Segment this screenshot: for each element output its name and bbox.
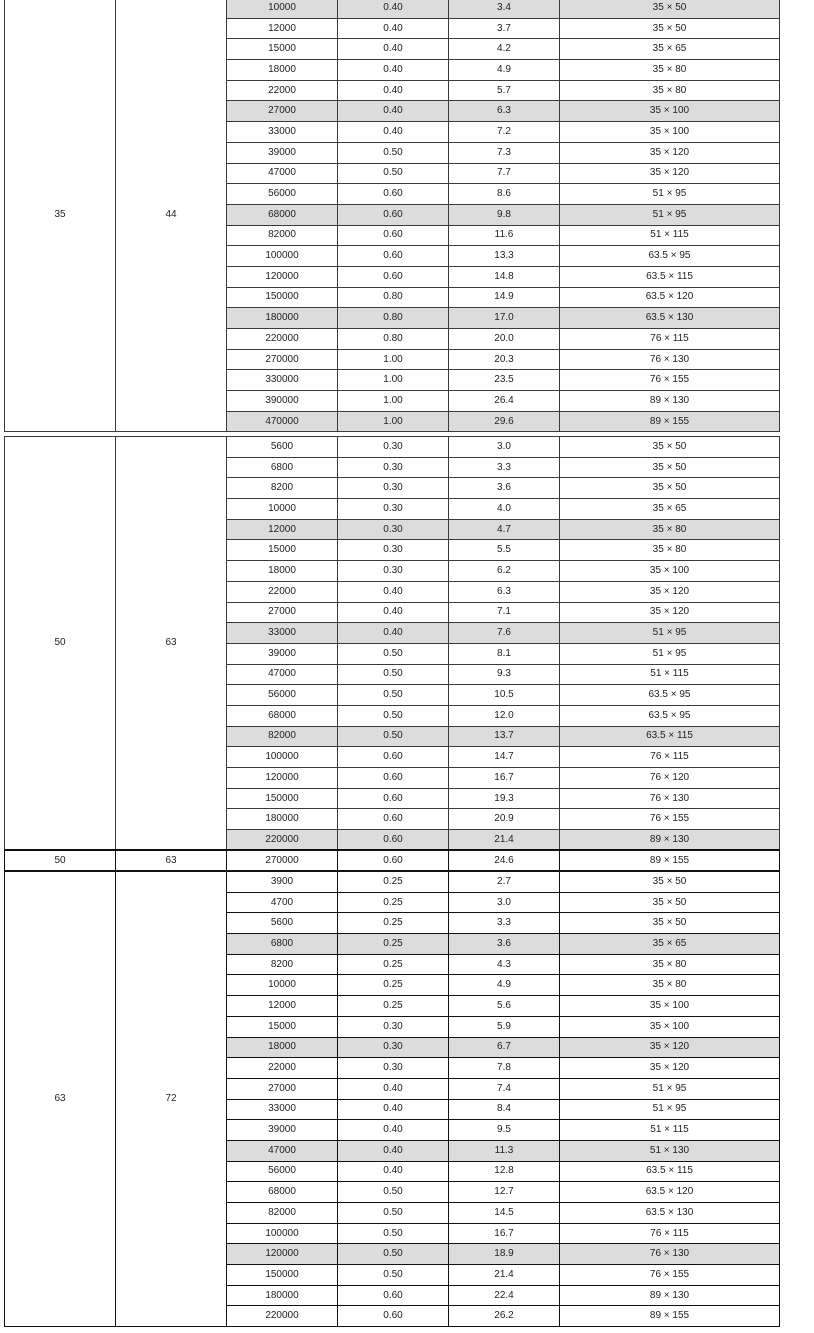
case-size-cell: 76 × 155 (560, 370, 780, 391)
ripple-current-cell: 4.0 (449, 499, 560, 520)
esr-cell: 0.50 (338, 163, 449, 184)
esr-cell: 0.40 (338, 122, 449, 143)
case-size-cell: 76 × 155 (560, 809, 780, 830)
esr-cell: 0.40 (338, 1099, 449, 1120)
case-size-cell: 63.5 × 115 (560, 266, 780, 287)
capacitance-cell: 390000 (227, 391, 338, 412)
surge-voltage-cell: 44 (116, 0, 227, 432)
ripple-current-cell: 8.4 (449, 1099, 560, 1120)
case-size-cell: 35 × 80 (560, 975, 780, 996)
esr-cell: 0.30 (338, 1016, 449, 1037)
capacitance-cell: 33000 (227, 1099, 338, 1120)
capacitance-cell: 82000 (227, 726, 338, 747)
case-size-cell: 35 × 120 (560, 163, 780, 184)
ripple-current-cell: 5.6 (449, 996, 560, 1017)
ripple-current-cell: 26.4 (449, 391, 560, 412)
spec-table-section-50v (4, 436, 780, 851)
capacitance-cell: 120000 (227, 1244, 338, 1265)
case-size-cell: 35 × 120 (560, 1058, 780, 1079)
capacitance-cell: 220000 (227, 830, 338, 851)
esr-cell: 1.00 (338, 411, 449, 432)
esr-cell: 0.40 (338, 18, 449, 39)
case-size-cell: 35 × 80 (560, 954, 780, 975)
esr-cell: 0.50 (338, 1265, 449, 1286)
case-size-cell: 35 × 50 (560, 892, 780, 913)
capacitance-cell: 68000 (227, 204, 338, 225)
case-size-cell: 35 × 50 (560, 0, 780, 18)
esr-cell: 0.40 (338, 39, 449, 60)
capacitance-cell: 470000 (227, 411, 338, 432)
ripple-current-cell: 5.7 (449, 80, 560, 101)
ripple-current-cell: 19.3 (449, 788, 560, 809)
ripple-current-cell: 14.7 (449, 747, 560, 768)
ripple-current-cell: 5.5 (449, 540, 560, 561)
esr-cell: 0.40 (338, 602, 449, 623)
case-size-cell: 63.5 × 115 (560, 726, 780, 747)
capacitance-cell: 18000 (227, 561, 338, 582)
esr-cell: 0.60 (338, 204, 449, 225)
case-size-cell: 63.5 × 95 (560, 705, 780, 726)
case-size-cell: 35 × 100 (560, 561, 780, 582)
case-size-cell: 63.5 × 95 (560, 685, 780, 706)
capacitance-cell: 10000 (227, 499, 338, 520)
case-size-cell: 35 × 120 (560, 1037, 780, 1058)
ripple-current-cell: 7.1 (449, 602, 560, 623)
case-size-cell: 63.5 × 120 (560, 1182, 780, 1203)
ripple-current-cell: 26.2 (449, 1306, 560, 1327)
case-size-cell: 35 × 80 (560, 60, 780, 81)
table-row (5, 872, 780, 893)
case-size-cell: 51 × 115 (560, 225, 780, 246)
ripple-current-cell: 16.7 (449, 1223, 560, 1244)
ripple-current-cell: 7.7 (449, 163, 560, 184)
case-size-cell: 89 × 155 (560, 850, 780, 871)
capacitance-cell: 8200 (227, 478, 338, 499)
case-size-cell: 35 × 100 (560, 122, 780, 143)
capacitance-cell: 22000 (227, 581, 338, 602)
capacitance-cell: 68000 (227, 705, 338, 726)
ripple-current-cell: 7.8 (449, 1058, 560, 1079)
ripple-current-cell: 4.7 (449, 519, 560, 540)
capacitance-cell: 33000 (227, 623, 338, 644)
esr-cell: 0.40 (338, 1161, 449, 1182)
ripple-current-cell: 12.8 (449, 1161, 560, 1182)
capacitance-cell: 27000 (227, 101, 338, 122)
capacitance-cell: 27000 (227, 602, 338, 623)
rated-voltage-cell: 50 (5, 437, 116, 851)
capacitance-cell: 220000 (227, 329, 338, 350)
ripple-current-cell: 16.7 (449, 768, 560, 789)
capacitance-cell: 5600 (227, 913, 338, 934)
ripple-current-cell: 4.3 (449, 954, 560, 975)
esr-cell: 0.60 (338, 225, 449, 246)
esr-cell: 0.80 (338, 287, 449, 308)
esr-cell: 0.60 (338, 1306, 449, 1327)
case-size-cell: 35 × 80 (560, 80, 780, 101)
capacitance-cell: 12000 (227, 996, 338, 1017)
esr-cell: 0.25 (338, 934, 449, 955)
capacitance-cell: 56000 (227, 184, 338, 205)
ripple-current-cell: 3.4 (449, 0, 560, 18)
capacitance-cell: 120000 (227, 768, 338, 789)
ripple-current-cell: 9.3 (449, 664, 560, 685)
case-size-cell: 35 × 50 (560, 913, 780, 934)
case-size-cell: 89 × 155 (560, 411, 780, 432)
ripple-current-cell: 7.2 (449, 122, 560, 143)
esr-cell: 0.60 (338, 246, 449, 267)
ripple-current-cell: 21.4 (449, 830, 560, 851)
surge-voltage-cell: 63 (116, 850, 227, 871)
ripple-current-cell: 6.3 (449, 101, 560, 122)
table-row (5, 850, 780, 871)
esr-cell: 1.00 (338, 349, 449, 370)
capacitance-cell: 10000 (227, 975, 338, 996)
ripple-current-cell: 12.7 (449, 1182, 560, 1203)
case-size-cell: 35 × 120 (560, 581, 780, 602)
esr-cell: 0.30 (338, 478, 449, 499)
case-size-cell: 89 × 130 (560, 1285, 780, 1306)
capacitance-cell: 100000 (227, 1223, 338, 1244)
case-size-cell: 35 × 80 (560, 540, 780, 561)
esr-cell: 0.30 (338, 1037, 449, 1058)
esr-cell: 0.40 (338, 623, 449, 644)
esr-cell: 0.50 (338, 726, 449, 747)
esr-cell: 0.30 (338, 457, 449, 478)
capacitance-cell: 3900 (227, 872, 338, 893)
ripple-current-cell: 8.6 (449, 184, 560, 205)
ripple-current-cell: 5.9 (449, 1016, 560, 1037)
ripple-current-cell: 2.7 (449, 872, 560, 893)
capacitance-cell: 270000 (227, 850, 338, 871)
capacitance-cell: 4700 (227, 892, 338, 913)
ripple-current-cell: 4.9 (449, 60, 560, 81)
case-size-cell: 51 × 95 (560, 1099, 780, 1120)
ripple-current-cell: 3.7 (449, 18, 560, 39)
case-size-cell: 51 × 95 (560, 1078, 780, 1099)
rated-voltage-cell: 35 (5, 0, 116, 432)
surge-voltage-cell: 72 (116, 872, 227, 1327)
capacitance-cell: 6800 (227, 457, 338, 478)
capacitance-cell: 15000 (227, 39, 338, 60)
ripple-current-cell: 3.6 (449, 934, 560, 955)
capacitance-cell: 56000 (227, 685, 338, 706)
esr-cell: 0.30 (338, 437, 449, 458)
case-size-cell: 35 × 120 (560, 142, 780, 163)
ripple-current-cell: 7.3 (449, 142, 560, 163)
rated-voltage-cell: 50 (5, 850, 116, 871)
capacitance-cell: 330000 (227, 370, 338, 391)
capacitance-cell: 47000 (227, 163, 338, 184)
capacitance-cell: 56000 (227, 1161, 338, 1182)
esr-cell: 0.50 (338, 685, 449, 706)
case-size-cell: 35 × 100 (560, 996, 780, 1017)
capacitance-cell: 12000 (227, 18, 338, 39)
ripple-current-cell: 6.3 (449, 581, 560, 602)
capacitance-cell: 100000 (227, 747, 338, 768)
esr-cell: 0.60 (338, 809, 449, 830)
capacitance-cell: 12000 (227, 519, 338, 540)
esr-cell: 0.60 (338, 788, 449, 809)
capacitance-cell: 5600 (227, 437, 338, 458)
case-size-cell: 51 × 95 (560, 184, 780, 205)
table-row (5, 437, 780, 458)
esr-cell: 0.80 (338, 329, 449, 350)
case-size-cell: 76 × 115 (560, 329, 780, 350)
esr-cell: 0.40 (338, 101, 449, 122)
case-size-cell: 35 × 50 (560, 872, 780, 893)
ripple-current-cell: 4.2 (449, 39, 560, 60)
esr-cell: 0.40 (338, 0, 449, 18)
esr-cell: 0.40 (338, 1140, 449, 1161)
case-size-cell: 35 × 65 (560, 934, 780, 955)
case-size-cell: 35 × 50 (560, 478, 780, 499)
capacitance-cell: 6800 (227, 934, 338, 955)
case-size-cell: 51 × 130 (560, 1140, 780, 1161)
ripple-current-cell: 7.4 (449, 1078, 560, 1099)
capacitance-cell: 150000 (227, 788, 338, 809)
ripple-current-cell: 14.9 (449, 287, 560, 308)
esr-cell: 0.40 (338, 581, 449, 602)
esr-cell: 0.50 (338, 1223, 449, 1244)
case-size-cell: 89 × 155 (560, 1306, 780, 1327)
esr-cell: 0.40 (338, 80, 449, 101)
capacitance-cell: 47000 (227, 664, 338, 685)
ripple-current-cell: 6.2 (449, 561, 560, 582)
esr-cell: 0.60 (338, 768, 449, 789)
ripple-current-cell: 3.6 (449, 478, 560, 499)
case-size-cell: 35 × 65 (560, 39, 780, 60)
esr-cell: 0.30 (338, 540, 449, 561)
ripple-current-cell: 18.9 (449, 1244, 560, 1265)
case-size-cell: 76 × 130 (560, 349, 780, 370)
esr-cell: 0.25 (338, 872, 449, 893)
case-size-cell: 63.5 × 115 (560, 1161, 780, 1182)
table-row (5, 0, 780, 18)
capacitance-cell: 18000 (227, 60, 338, 81)
case-size-cell: 35 × 65 (560, 499, 780, 520)
case-size-cell: 35 × 50 (560, 18, 780, 39)
case-size-cell: 35 × 80 (560, 519, 780, 540)
surge-voltage-cell: 63 (116, 437, 227, 851)
esr-cell: 0.60 (338, 830, 449, 851)
case-size-cell: 89 × 130 (560, 830, 780, 851)
capacitance-cell: 180000 (227, 1285, 338, 1306)
esr-cell: 0.40 (338, 1120, 449, 1141)
esr-cell: 0.30 (338, 499, 449, 520)
ripple-current-cell: 13.7 (449, 726, 560, 747)
case-size-cell: 51 × 95 (560, 204, 780, 225)
ripple-current-cell: 6.7 (449, 1037, 560, 1058)
esr-cell: 0.60 (338, 850, 449, 871)
case-size-cell: 35 × 50 (560, 437, 780, 458)
esr-cell: 0.25 (338, 892, 449, 913)
case-size-cell: 35 × 120 (560, 602, 780, 623)
capacitance-cell: 47000 (227, 1140, 338, 1161)
esr-cell: 0.50 (338, 643, 449, 664)
esr-cell: 0.50 (338, 142, 449, 163)
ripple-current-cell: 20.3 (449, 349, 560, 370)
ripple-current-cell: 11.3 (449, 1140, 560, 1161)
case-size-cell: 63.5 × 130 (560, 1203, 780, 1224)
case-size-cell: 35 × 100 (560, 1016, 780, 1037)
case-size-cell: 51 × 115 (560, 664, 780, 685)
ripple-current-cell: 14.5 (449, 1203, 560, 1224)
capacitance-cell: 82000 (227, 1203, 338, 1224)
capacitance-cell: 180000 (227, 308, 338, 329)
esr-cell: 0.30 (338, 519, 449, 540)
capacitance-cell: 8200 (227, 954, 338, 975)
capacitance-cell: 270000 (227, 349, 338, 370)
capacitance-cell: 15000 (227, 540, 338, 561)
esr-cell: 0.50 (338, 1244, 449, 1265)
capacitance-cell: 39000 (227, 1120, 338, 1141)
capacitance-cell: 150000 (227, 1265, 338, 1286)
capacitance-cell: 39000 (227, 142, 338, 163)
ripple-current-cell: 11.6 (449, 225, 560, 246)
capacitance-cell: 22000 (227, 1058, 338, 1079)
esr-cell: 0.50 (338, 664, 449, 685)
esr-cell: 0.25 (338, 975, 449, 996)
esr-cell: 0.25 (338, 996, 449, 1017)
spec-table-section-50v-continued (4, 849, 780, 871)
case-size-cell: 51 × 115 (560, 1120, 780, 1141)
case-size-cell: 51 × 95 (560, 623, 780, 644)
ripple-current-cell: 23.5 (449, 370, 560, 391)
esr-cell: 0.60 (338, 266, 449, 287)
ripple-current-cell: 3.0 (449, 892, 560, 913)
ripple-current-cell: 17.0 (449, 308, 560, 329)
ripple-current-cell: 22.4 (449, 1285, 560, 1306)
ripple-current-cell: 12.0 (449, 705, 560, 726)
capacitance-cell: 22000 (227, 80, 338, 101)
case-size-cell: 76 × 120 (560, 768, 780, 789)
ripple-current-cell: 10.5 (449, 685, 560, 706)
capacitance-cell: 27000 (227, 1078, 338, 1099)
capacitance-cell: 33000 (227, 122, 338, 143)
capacitance-cell: 180000 (227, 809, 338, 830)
esr-cell: 0.50 (338, 1203, 449, 1224)
esr-cell: 0.25 (338, 954, 449, 975)
esr-cell: 0.40 (338, 60, 449, 81)
esr-cell: 0.60 (338, 747, 449, 768)
ripple-current-cell: 3.3 (449, 457, 560, 478)
ripple-current-cell: 29.6 (449, 411, 560, 432)
ripple-current-cell: 4.9 (449, 975, 560, 996)
ripple-current-cell: 8.1 (449, 643, 560, 664)
esr-cell: 1.00 (338, 391, 449, 412)
ripple-current-cell: 21.4 (449, 1265, 560, 1286)
ripple-current-cell: 9.8 (449, 204, 560, 225)
case-size-cell: 76 × 115 (560, 747, 780, 768)
spec-table-section-35v (4, 0, 780, 432)
case-size-cell: 51 × 95 (560, 643, 780, 664)
capacitance-cell: 18000 (227, 1037, 338, 1058)
capacitance-cell: 220000 (227, 1306, 338, 1327)
esr-cell: 1.00 (338, 370, 449, 391)
esr-cell: 0.30 (338, 561, 449, 582)
rated-voltage-cell: 63 (5, 872, 116, 1327)
ripple-current-cell: 13.3 (449, 246, 560, 267)
ripple-current-cell: 14.8 (449, 266, 560, 287)
esr-cell: 0.40 (338, 1078, 449, 1099)
case-size-cell: 35 × 50 (560, 457, 780, 478)
case-size-cell: 76 × 115 (560, 1223, 780, 1244)
capacitance-cell: 15000 (227, 1016, 338, 1037)
capacitance-cell: 100000 (227, 246, 338, 267)
esr-cell: 0.60 (338, 184, 449, 205)
ripple-current-cell: 3.0 (449, 437, 560, 458)
case-size-cell: 35 × 100 (560, 101, 780, 122)
capacitance-cell: 39000 (227, 643, 338, 664)
capacitance-cell: 150000 (227, 287, 338, 308)
ripple-current-cell: 24.6 (449, 850, 560, 871)
case-size-cell: 76 × 130 (560, 788, 780, 809)
esr-cell: 0.80 (338, 308, 449, 329)
capacitance-cell: 68000 (227, 1182, 338, 1203)
esr-cell: 0.60 (338, 1285, 449, 1306)
ripple-current-cell: 3.3 (449, 913, 560, 934)
case-size-cell: 63.5 × 120 (560, 287, 780, 308)
ripple-current-cell: 20.9 (449, 809, 560, 830)
case-size-cell: 76 × 155 (560, 1265, 780, 1286)
capacitance-cell: 10000 (227, 0, 338, 18)
ripple-current-cell: 9.5 (449, 1120, 560, 1141)
case-size-cell: 63.5 × 130 (560, 308, 780, 329)
case-size-cell: 89 × 130 (560, 391, 780, 412)
esr-cell: 0.30 (338, 1058, 449, 1079)
capacitance-cell: 82000 (227, 225, 338, 246)
case-size-cell: 63.5 × 95 (560, 246, 780, 267)
esr-cell: 0.50 (338, 705, 449, 726)
capacitance-cell: 120000 (227, 266, 338, 287)
ripple-current-cell: 20.0 (449, 329, 560, 350)
esr-cell: 0.25 (338, 913, 449, 934)
case-size-cell: 76 × 130 (560, 1244, 780, 1265)
esr-cell: 0.50 (338, 1182, 449, 1203)
ripple-current-cell: 7.6 (449, 623, 560, 644)
spec-table-section-63v (4, 871, 780, 1327)
